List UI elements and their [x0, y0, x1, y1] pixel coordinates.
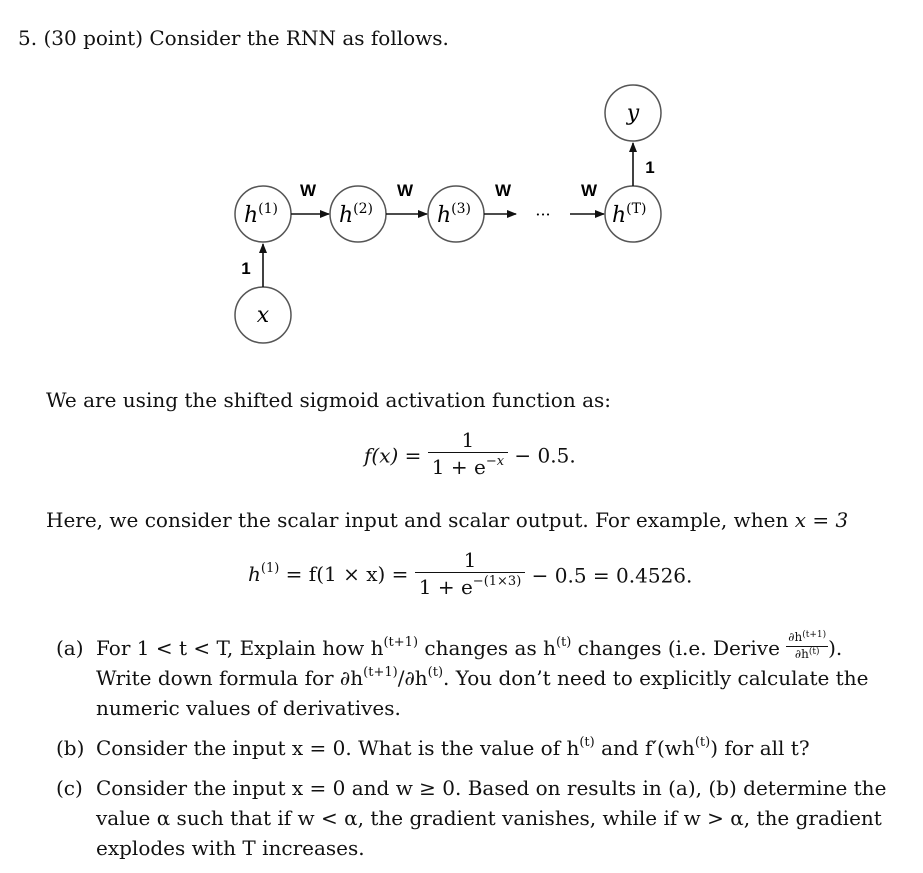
- part-a-derivative: $\frac{\partial h^{(t+1)}}{\partial h^{(t)}}$: [788, 629, 827, 661]
- part-c-label: (c): [56, 776, 83, 800]
- eq1-lhs: f(x) =: [364, 443, 422, 468]
- eq2-fraction: [415, 548, 526, 603]
- eq2-tail: − 0.5 = 0.4526.: [531, 563, 693, 588]
- part-a-line2: Write down formula for $\partial h^{(t+1)}/\partial h^{(t)}$. You don’t need to explicitly calculate the: [96, 665, 869, 690]
- problem-number: 5.: [18, 26, 38, 50]
- equation-example: $h^{(1)} = f(1 \times x)$ = $\frac{1}{1 + e^{-(1\times 3)}}$ − 0.5 = 0.4526.: [248, 548, 692, 603]
- activation-intro: We are using the shifted sigmoid activation function as:: [46, 388, 611, 412]
- node-hT-label: $h^{(T)}$: [612, 201, 647, 228]
- node-y-label: y: [626, 101, 640, 126]
- eq1-fraction: [428, 428, 508, 483]
- part-c-line1: Consider the input x = 0 and w ≥ 0. Based on results in (a), (b) determine the: [96, 776, 887, 800]
- part-b-text: Consider the input x = 0. What is the value of $h^{(t)}$ and $f'(wh^{(t)})$ for all t?: [96, 735, 810, 760]
- weight-label-4: W: [580, 181, 598, 200]
- eq2-numerator: 1: [463, 548, 477, 572]
- part-c-line3: explodes with T increases.: [96, 836, 365, 860]
- eq1-tail: − 0.5.: [514, 443, 576, 468]
- part-a-label: (a): [56, 636, 84, 660]
- scalar-intro-math: x = 3: [794, 508, 849, 532]
- equation-sigmoid: [364, 428, 576, 483]
- scalar-intro: Here, we consider the scalar input and scalar output. For example, when x = 3: [46, 508, 849, 532]
- weight-label-2: W: [396, 181, 414, 200]
- part-b-label: (b): [56, 736, 85, 760]
- input-weight-label: 1: [241, 259, 251, 278]
- node-h1-label: $h^{(1)}$: [244, 201, 279, 228]
- part-c-line2: value α such that if w < α, the gradient vanishes, while if w > α, the gradient: [96, 806, 882, 830]
- rnn-diagram: [0, 0, 923, 360]
- node-x-label: x: [256, 303, 270, 328]
- ellipsis: ···: [535, 205, 551, 224]
- part-a-line3: numeric values of derivatives.: [96, 696, 401, 720]
- node-h2-label: $h^{(2)}$: [339, 201, 374, 228]
- eq1-numerator: 1: [461, 428, 475, 452]
- eq1-denominator: $1 + e^{-x}$: [428, 452, 508, 483]
- eq2-lhs: h: [248, 561, 261, 586]
- problem-title: (30 point) Consider the RNN as follows.: [43, 26, 449, 50]
- weight-label-3: W: [494, 181, 512, 200]
- node-h3-label: $h^{(3)}$: [437, 201, 472, 228]
- output-weight-label: 1: [645, 158, 655, 177]
- eq2-denominator: $1 + e^{-(1\times 3)}$: [415, 572, 526, 603]
- part-a-line1: For 1 < t < T, Explain how $h^{(t+1)}$ changes as $h^{(t)}$ changes (i.e. Derive $\frac{\partial h^{(t+1)}}{\partial h^{(t)}}$ ).: [96, 629, 843, 661]
- weight-label-1: W: [299, 181, 317, 200]
- eq2-mid: = f(1 × x) =: [285, 561, 409, 586]
